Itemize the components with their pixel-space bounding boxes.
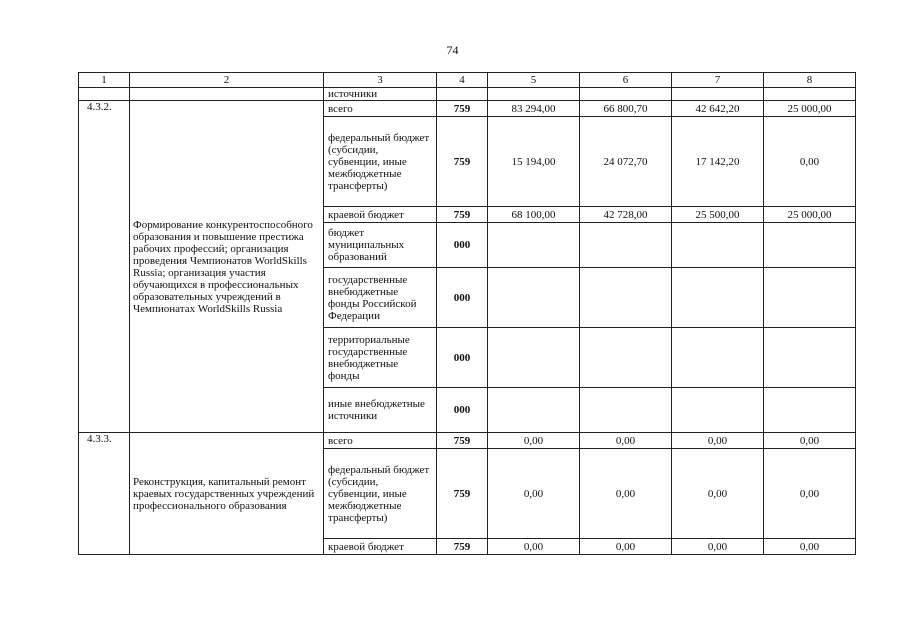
value-cell xyxy=(672,388,764,433)
header-row xyxy=(79,73,856,88)
col-header-1: 1 xyxy=(79,73,130,88)
col-header-3: 3 xyxy=(324,73,437,88)
table-row xyxy=(79,101,856,117)
value-cell xyxy=(488,328,580,388)
value-cell: 25 500,00 xyxy=(672,207,764,223)
value-cell xyxy=(764,223,856,268)
source-cell: краевой бюджет xyxy=(324,207,437,223)
cell-empty xyxy=(437,88,488,101)
value-cell xyxy=(488,388,580,433)
value-cell: 15 194,00 xyxy=(488,117,580,207)
cell-empty xyxy=(488,88,580,101)
cell-empty xyxy=(79,88,130,101)
value-cell: 25 000,00 xyxy=(764,101,856,117)
value-cell xyxy=(672,328,764,388)
value-cell: 0,00 xyxy=(672,539,764,555)
source-cell: краевой бюджет xyxy=(324,539,437,555)
col-header-8: 8 xyxy=(764,73,856,88)
value-cell: 0,00 xyxy=(488,449,580,539)
value-cell: 0,00 xyxy=(488,539,580,555)
source-cell: федеральный бюджет (субсидии, субвенции, иные межбюджетные трансферты) xyxy=(324,117,437,207)
value-cell: 83 294,00 xyxy=(488,101,580,117)
budget-table xyxy=(78,72,856,555)
source-cell: всего xyxy=(324,433,437,449)
code-cell: 759 xyxy=(437,449,488,539)
value-cell xyxy=(764,328,856,388)
value-cell: 0,00 xyxy=(764,433,856,449)
cell-empty xyxy=(672,88,764,101)
value-cell xyxy=(488,268,580,328)
value-cell: 0,00 xyxy=(672,449,764,539)
code-cell: 759 xyxy=(437,207,488,223)
table-row xyxy=(79,433,856,449)
value-cell xyxy=(672,268,764,328)
col-header-7: 7 xyxy=(672,73,764,88)
value-cell: 24 072,70 xyxy=(580,117,672,207)
cell-empty xyxy=(130,88,324,101)
code-cell: 759 xyxy=(437,101,488,117)
value-cell xyxy=(764,388,856,433)
value-cell xyxy=(488,223,580,268)
code-cell: 759 xyxy=(437,539,488,555)
value-cell: 0,00 xyxy=(764,117,856,207)
value-cell: 0,00 xyxy=(764,539,856,555)
value-cell: 42 642,20 xyxy=(672,101,764,117)
code-cell: 759 xyxy=(437,117,488,207)
source-cell: всего xyxy=(324,101,437,117)
cell-empty xyxy=(764,88,856,101)
code-cell: 759 xyxy=(437,433,488,449)
value-cell xyxy=(580,328,672,388)
value-cell xyxy=(580,388,672,433)
cell-empty xyxy=(580,88,672,101)
value-cell xyxy=(580,223,672,268)
value-cell: 0,00 xyxy=(764,449,856,539)
source-cell: территориальные государственные внебюджетные фонды xyxy=(324,328,437,388)
value-cell: 25 000,00 xyxy=(764,207,856,223)
source-cell: государственные внебюджетные фонды Российской Федерации xyxy=(324,268,437,328)
code-cell: 000 xyxy=(437,328,488,388)
col-header-2: 2 xyxy=(130,73,324,88)
value-cell: 17 142,20 xyxy=(672,117,764,207)
col-header-4: 4 xyxy=(437,73,488,88)
section-name: Реконструкция, капитальный ремонт краевых государственных учреждений профессионального образования xyxy=(130,433,324,555)
value-cell: 68 100,00 xyxy=(488,207,580,223)
source-cell: иные внебюджетные источники xyxy=(324,388,437,433)
value-cell: 0,00 xyxy=(580,449,672,539)
value-cell: 0,00 xyxy=(488,433,580,449)
page-number: 74 xyxy=(446,43,459,57)
value-cell: 0,00 xyxy=(672,433,764,449)
source-cell: источники xyxy=(324,88,437,101)
code-cell: 000 xyxy=(437,388,488,433)
col-header-5: 5 xyxy=(488,73,580,88)
continuation-row xyxy=(79,88,856,101)
source-cell: бюджет муниципальных образований xyxy=(324,223,437,268)
value-cell xyxy=(672,223,764,268)
section-name: Формирование конкурентоспособного образования и повышение престижа рабочих профессий; организация проведения Чемпионатов WorldSkills Russia; организация участия обучающихся в профессиональных образовательных учреждений в Чемпионатах WorldSkills Russia xyxy=(130,101,324,433)
value-cell: 66 800,70 xyxy=(580,101,672,117)
source-cell: федеральный бюджет (субсидии, субвенции, иные межбюджетные трансферты) xyxy=(324,449,437,539)
value-cell: 0,00 xyxy=(580,539,672,555)
value-cell xyxy=(580,268,672,328)
value-cell xyxy=(764,268,856,328)
section-number: 4.3.2. xyxy=(79,101,130,433)
code-cell: 000 xyxy=(437,268,488,328)
value-cell: 42 728,00 xyxy=(580,207,672,223)
col-header-6: 6 xyxy=(580,73,672,88)
value-cell: 0,00 xyxy=(580,433,672,449)
code-cell: 000 xyxy=(437,223,488,268)
section-number: 4.3.3. xyxy=(79,433,130,555)
